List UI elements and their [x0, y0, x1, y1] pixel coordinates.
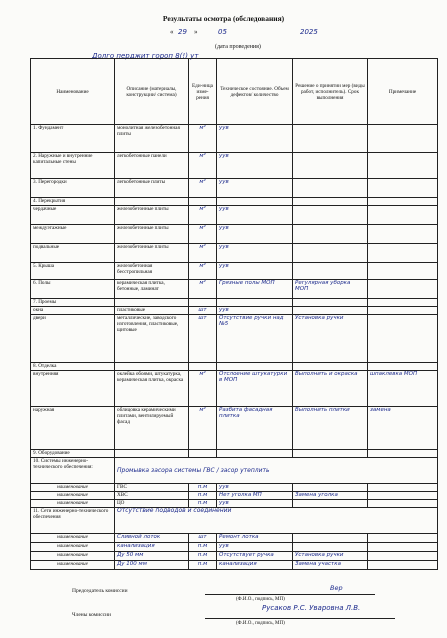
table-row: 9. Оборудование — [31, 450, 438, 458]
table-row: 8. Отделка — [31, 363, 438, 371]
table-row: 6. Полы керамическая плитка, бетонные, ламинат м² Грязные полы МОП Регулярная уборка МОП — [31, 280, 438, 299]
table-row: подвальные железобетонные плиты м² уув — [31, 244, 438, 263]
table-row: чердачные железобетонные плиты м² уув — [31, 206, 438, 225]
table-row: 1. Фундамент монолитная железобетонная плиты м² уув — [31, 125, 438, 153]
page-title: Результаты осмотра (обследования) — [162, 14, 285, 23]
col-header-name: Наименование — [31, 59, 115, 125]
table-row: наименование Сливной лоток шт Ремонт лотка — [31, 534, 438, 543]
chair-caption: (Ф.И.О., подпись, МП) — [236, 597, 285, 602]
chair-label: Председатель комиссии — [72, 588, 128, 594]
chair-signature: Вер — [330, 584, 343, 592]
table-row: 5. Крыша железобетонная бесстропильная м² уув — [31, 263, 438, 280]
table-row: окна пластиковые шт уув — [31, 307, 438, 315]
table-row: наименование канализация п.м уув — [31, 543, 438, 552]
date-caption: (дата проведения) — [215, 44, 261, 50]
table-row: 2. Наружные и внутренние капитальные стены легкобетонные панели м² уув — [31, 153, 438, 179]
table-row: 4. Перекрытия — [31, 198, 438, 206]
table-header-row — [31, 59, 438, 125]
table-row: двери металлические, заводского изготовления, пластиковые, щитовые шт Отсутствие ручки над №5 Установка ручки — [31, 315, 438, 363]
col-header-decision: Решение о принятии мер (виды работ, исполнитель). Срок выполнения — [293, 59, 368, 125]
inspection-page: Результаты осмотра (обследования) « 29 » 05 2025 (дата проведения) Долго перджит гороп 8(!) ут Наименование Описание (материалы, конструкции/ система) Еди-ница изме-рения Техническое состояние. Объем дефектов/ количество Решение о принятии мер (виды работ, исполнитель). Срок выполнения Примечание 1. Фундамент монолитная железобетонная плиты м² уув 2. Наружные и внутренние капитальные стены легкобетонные панели м² уув 3. Перегородки легкобетонные плиты м² уув 4. Перекрытия чердачные железобетонные плиты м² уув междуэтажные железобетонные плиты м² уув подвальные железобетонные плиты м² уув 5. Крыша железобетонная бесстропильная м² уув 6. Полы керамическая плитка, бетонные, ламинат м² Грязные полы МОП Регулярная уборка МОП 7. Проемы окна пластиковые шт уув двери металлические, заводского изготовления, пластиковые, щитовые шт Отсутствие ручки над №5 Установка ручки 8. Отделка внутренняя оклейка обоями, штукатурка, керамическая плитка, окраска м² Отслоение штукатурки в МОП Выполнить и окраска шпаклевка МОП наружная облицовка керамическими плитами, вентилируемый фасад м² Разбита фасадная плитка Выполнить плитки замена 9. Оборудование 10. Системы инженерно-технического обеспечения: Промывка засора системы ГВС / засор утеплить наименование ГВС п.м уув наименование ХВС п.м Нет уголка МП Замена уголка наименование ЦО п.м уув 11. Сети инженерно-технического обеспечения Отсутствие подводов и соединений наименование Сливной лоток шт Ремонт лотка наименование канализация п.м уув наименование Ду 50 мм п.м Отсутствует ручка Установка ручки наименование Ду 100 мм п.м канализация Замена участка Председатель комиссии Вер (Ф.И.О., подпись, МП) Члены комиссии Русаков Р.С. Уваровна Л.В. (Ф.И.О., подпись, МП) — [0, 0, 447, 638]
table-row: междуэтажные железобетонные плиты м² уув — [31, 225, 438, 244]
table-row: наружная облицовка керамическими плитами, вентилируемый фасад м² Разбита фасадная плитка Выполнить плитки замена — [31, 407, 438, 450]
members-caption: (Ф.И.О., подпись, МП) — [236, 621, 285, 626]
table-row: наименование Ду 50 мм п.м Отсутствует ручка Установка ручки — [31, 552, 438, 561]
date-year: 2025 — [300, 28, 318, 36]
date-day: 29 — [178, 28, 187, 36]
table-row: 3. Перегородки легкобетонные плиты м² уув — [31, 179, 438, 198]
members-signatures: Русаков Р.С. Уваровна Л.В. — [262, 604, 361, 612]
date-month: 05 — [218, 28, 227, 36]
table-row: наименование ГВС п.м уув — [31, 484, 438, 492]
members-label: Члены комиссии — [72, 612, 112, 618]
header-note: Долго перджит гороп 8(!) ут — [92, 52, 199, 60]
table-row: наименование ЦО п.м уув — [31, 500, 438, 508]
members-signature-line — [205, 618, 395, 619]
inspection-table — [30, 58, 438, 570]
chair-signature-line — [205, 594, 375, 595]
table-row: 7. Проемы — [31, 299, 438, 307]
col-header-unit: Еди-ница изме-рения — [189, 59, 217, 125]
table-row: 10. Системы инженерно-технического обеспечения: Промывка засора системы ГВС / засор утеплить — [31, 458, 438, 484]
table-row: 11. Сети инженерно-технического обеспечения Отсутствие подводов и соединений — [31, 508, 438, 534]
col-header-note: Примечание — [368, 59, 438, 125]
table-row: внутренняя оклейка обоями, штукатурка, керамическая плитка, окраска м² Отслоение штукатурки в МОП Выполнить и окраска шпаклевка МОП — [31, 371, 438, 407]
table-row: наименование ХВС п.м Нет уголка МП Замена уголка — [31, 492, 438, 500]
col-header-description: Описание (материалы, конструкции/ система) — [115, 59, 189, 125]
table-row: наименование Ду 100 мм п.м канализация Замена участка — [31, 561, 438, 570]
col-header-state: Техническое состояние. Объем дефектов/ количество — [217, 59, 293, 125]
